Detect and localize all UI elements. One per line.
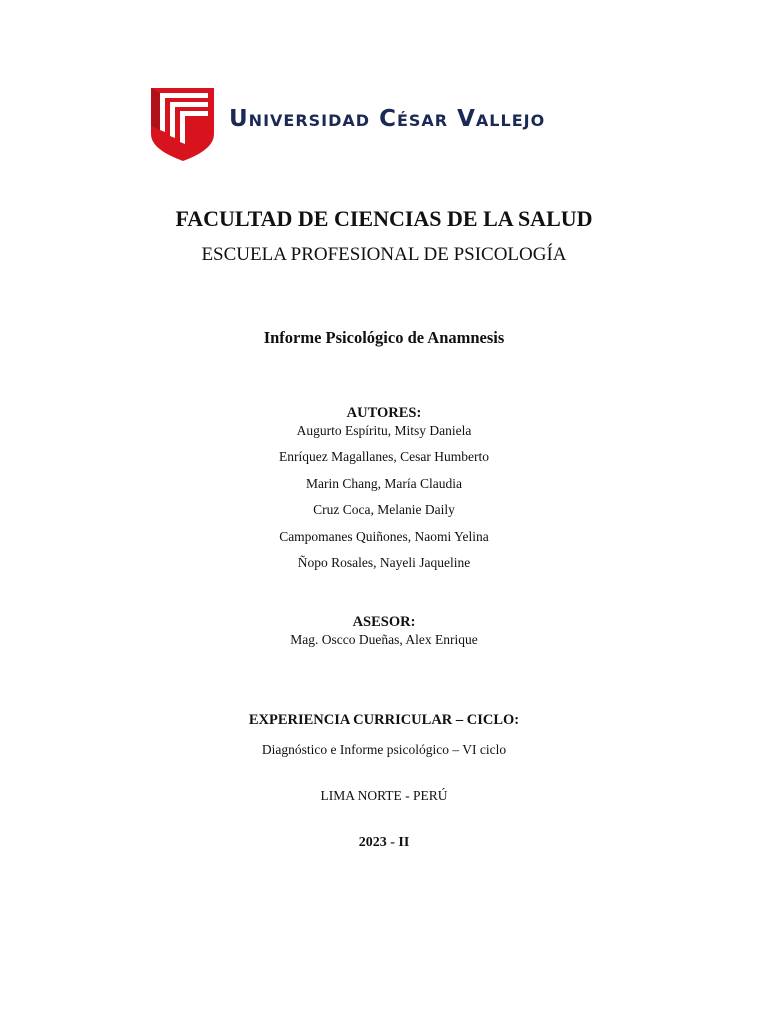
advisor-name: Mag. Oscco Dueñas, Alex Enrique xyxy=(290,632,478,647)
author-name: Cruz Coca, Melanie Daily xyxy=(313,502,455,517)
authors-heading: AUTORES: xyxy=(346,405,422,421)
author-name: Marin Chang, María Claudia xyxy=(306,476,462,491)
location: LIMA NORTE - PERÚ xyxy=(320,788,448,803)
author-name: Campomanes Quiñones, Naomi Yelina xyxy=(279,529,489,544)
university-name: Universidad César Vallejo xyxy=(229,106,546,132)
university-shield-icon xyxy=(150,86,216,162)
author-name: Augurto Espíritu, Mitsy Daniela xyxy=(296,423,472,438)
author-name: Ñopo Rosales, Nayeli Jaqueline xyxy=(297,555,471,570)
curricular-heading: EXPERIENCIA CURRICULAR – CICLO: xyxy=(248,712,520,728)
curricular-value: Diagnóstico e Informe psicológico – VI ciclo xyxy=(261,742,507,757)
report-title: Informe Psicológico de Anamnesis xyxy=(263,328,505,347)
academic-period: 2023 - II xyxy=(358,835,410,850)
faculty-title: FACULTAD DE CIENCIAS DE LA SALUD xyxy=(175,206,593,231)
advisor-heading: ASESOR: xyxy=(352,614,416,630)
university-logo xyxy=(150,86,546,162)
school-title: ESCUELA PROFESIONAL DE PSICOLOGÍA xyxy=(201,244,567,265)
author-name: Enríquez Magallanes, Cesar Humberto xyxy=(279,449,489,464)
